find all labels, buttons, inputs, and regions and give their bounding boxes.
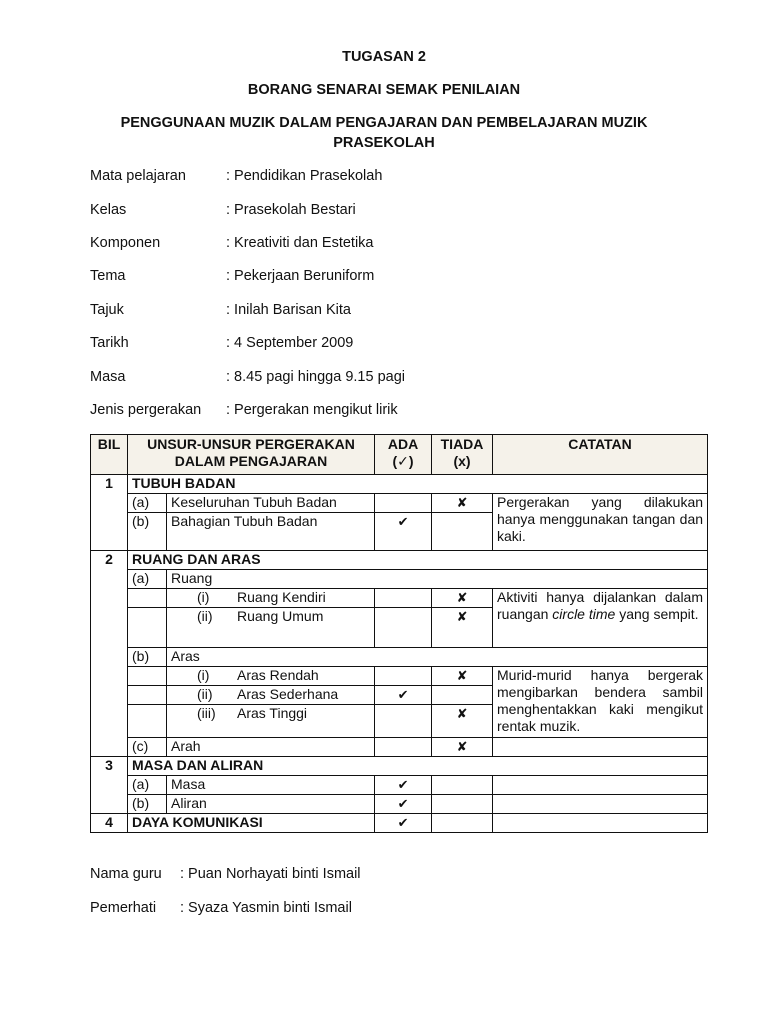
tiada-cell: [432, 776, 493, 795]
cross-mark: ✘: [432, 589, 493, 608]
info-label-time: Masa: [90, 369, 126, 385]
header-tiada: TIADA (x): [432, 435, 493, 475]
sub-item: [167, 705, 375, 738]
assignment-title: TUGASAN 2: [342, 49, 426, 65]
note-cell: Murid-murid hanya bergerak mengibarkan bendera sambil menghentakkan kaki mengikut rentak muzik.: [493, 667, 708, 738]
check-mark: ✔: [375, 795, 432, 814]
item-label: Aliran: [167, 795, 375, 814]
header-elements: UNSUR-UNSUR PERGERAKAN DALAM PENGAJARAN: [128, 435, 375, 475]
sub-numeral: (ii): [197, 608, 213, 624]
info-label-date: Tarikh: [90, 335, 129, 351]
item-label: Arah: [167, 738, 375, 757]
tiada-cell: [432, 814, 493, 833]
tiada-cell: [432, 795, 493, 814]
ada-cell: [375, 667, 432, 686]
topic-title: PENGGUNAAN MUZIK DALAM PENGAJARAN DAN PEMBELAJARAN MUZIK PRASEKOLAH: [120, 115, 648, 151]
check-mark: ✔: [375, 814, 432, 833]
info-value-time: : 8.45 pagi hingga 9.15 pagi: [226, 369, 405, 385]
info-value-title: : Inilah Barisan Kita: [226, 302, 351, 318]
observer-label: Pemerhati: [90, 900, 157, 916]
table-header-row: [91, 435, 708, 475]
info-label-component: Komponen: [90, 235, 161, 251]
info-value-theme: : Pekerjaan Beruniform: [226, 268, 375, 284]
item-label: Masa: [167, 776, 375, 795]
section-title: RUANG DAN ARAS: [128, 551, 708, 570]
tiada-cell: [432, 686, 493, 705]
table-row: [91, 648, 708, 667]
section-row: [91, 475, 708, 494]
header-ada: ADA (✓): [375, 435, 432, 475]
ada-cell: [375, 589, 432, 608]
sub-numeral: (i): [197, 589, 210, 605]
item-letter: (b): [128, 795, 167, 814]
check-mark: ✔: [375, 513, 432, 551]
observer-name: : Syaza Yasmin binti Ismail: [180, 900, 352, 916]
section-title: TUBUH BADAN: [128, 475, 708, 494]
cross-mark: ✘: [432, 608, 493, 648]
item-letter: (a): [128, 494, 167, 513]
sub-item: [167, 608, 375, 648]
item-label: Aras: [167, 648, 708, 667]
section-number: 3: [91, 757, 128, 776]
section-number: 4: [91, 814, 128, 833]
sub-label: Ruang Kendiri: [237, 589, 326, 605]
note-cell: [493, 738, 708, 757]
header-notes: CATATAN: [493, 435, 708, 475]
table-row: [91, 738, 708, 757]
table-row: [91, 589, 708, 608]
item-letter: (b): [128, 513, 167, 551]
ada-cell: [375, 705, 432, 738]
info-value-movement-type: : Pergerakan mengikut lirik: [226, 402, 398, 418]
item-letter: (a): [128, 570, 167, 589]
note-cell: [493, 776, 708, 795]
item-letter: (a): [128, 776, 167, 795]
sub-item: [167, 589, 375, 608]
teacher-label: Nama guru: [90, 866, 162, 882]
table-row: [91, 494, 708, 513]
section-number: 2: [91, 551, 128, 570]
section-number: 1: [91, 475, 128, 494]
sub-numeral: (i): [197, 667, 210, 683]
info-label-theme: Tema: [90, 268, 126, 284]
sub-label: Aras Sederhana: [237, 686, 339, 702]
table-row: [91, 776, 708, 795]
section-row: [91, 814, 708, 833]
note-cell: [493, 814, 708, 833]
sub-item: [167, 686, 375, 705]
tiada-cell: [432, 513, 493, 551]
table-row: [91, 667, 708, 686]
item-letter: (c): [128, 738, 167, 757]
info-value-component: : Kreativiti dan Estetika: [226, 235, 374, 251]
header-bil: BIL: [91, 435, 128, 475]
ada-cell: [375, 608, 432, 648]
form-title: BORANG SENARAI SEMAK PENILAIAN: [247, 82, 521, 98]
sub-label: Aras Tinggi: [237, 705, 308, 721]
item-label: Bahagian Tubuh Badan: [167, 513, 375, 551]
info-label-class: Kelas: [90, 202, 127, 218]
ada-cell: [375, 738, 432, 757]
info-label-movement-type: Jenis pergerakan: [90, 402, 202, 418]
cross-mark: ✘: [432, 667, 493, 686]
item-label: Ruang: [167, 570, 708, 589]
section-row: [91, 757, 708, 776]
info-value-class: : Prasekolah Bestari: [226, 202, 356, 218]
info-label-subject: Mata pelajaran: [90, 168, 186, 184]
section-row: [91, 551, 708, 570]
info-value-date: : 4 September 2009: [226, 335, 354, 351]
section-title: MASA DAN ALIRAN: [128, 757, 708, 776]
info-label-title: Tajuk: [90, 302, 124, 318]
table-row: [91, 570, 708, 589]
cross-mark: ✘: [432, 494, 493, 513]
section-title: DAYA KOMUNIKASI: [128, 814, 375, 833]
note-cell: [493, 795, 708, 814]
info-value-subject: : Pendidikan Prasekolah: [226, 168, 383, 184]
sub-numeral: (ii): [197, 686, 213, 702]
sub-item: [167, 667, 375, 686]
cross-mark: ✘: [432, 705, 493, 738]
teacher-name: : Puan Norhayati binti Ismail: [180, 866, 361, 882]
checklist-table: [90, 434, 708, 833]
note-cell: Aktiviti hanya dijalankan dalam ruangan circle time yang sempit.: [493, 589, 708, 648]
note-cell: Pergerakan yang dilakukan hanya menggunakan tangan dan kaki.: [493, 494, 708, 551]
ada-cell: [375, 494, 432, 513]
cross-mark: ✘: [432, 738, 493, 757]
item-letter: (b): [128, 648, 167, 667]
sub-label: Ruang Umum: [237, 608, 324, 624]
check-mark: ✔: [375, 776, 432, 795]
item-label: Keseluruhan Tubuh Badan: [167, 494, 375, 513]
sub-numeral: (iii): [197, 705, 216, 721]
sub-label: Aras Rendah: [237, 667, 319, 683]
check-mark: ✔: [375, 686, 432, 705]
table-row: [91, 795, 708, 814]
